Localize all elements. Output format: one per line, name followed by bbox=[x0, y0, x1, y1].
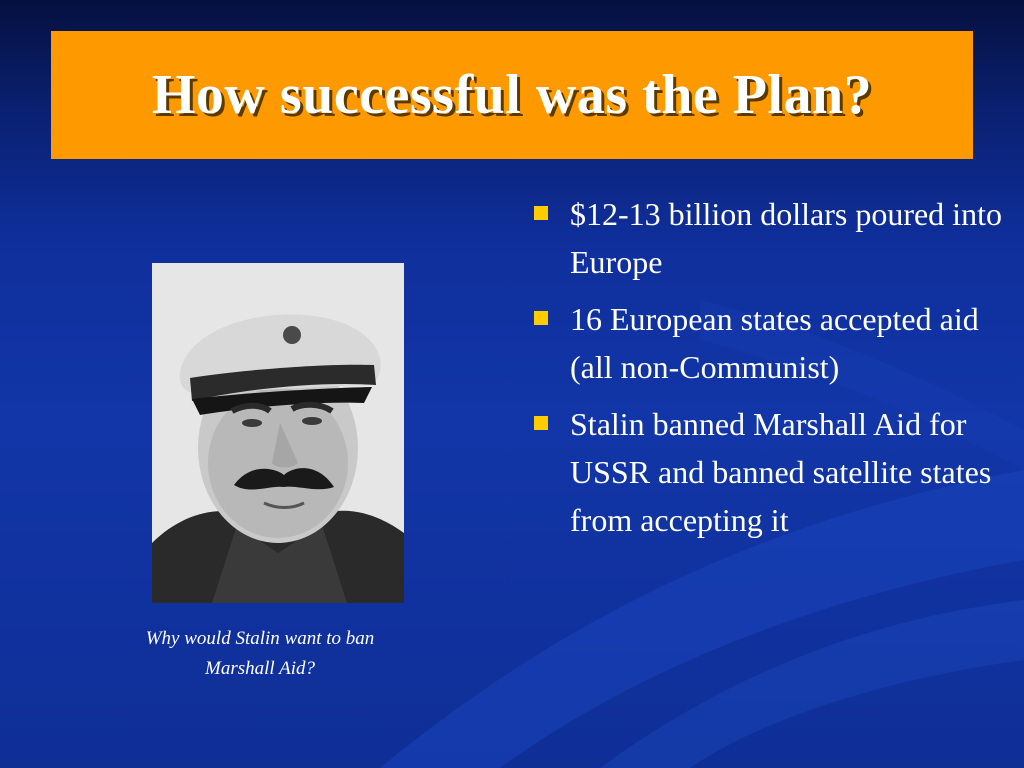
stalin-portrait-image bbox=[152, 263, 404, 603]
bullet-text: 16 European states accepted aid (all non-Communist) bbox=[570, 301, 979, 385]
slide-title: How successful was the Plan? bbox=[151, 64, 873, 126]
square-bullet-icon bbox=[534, 206, 548, 220]
image-caption: Why would Stalin want to ban Marshall Aid? bbox=[145, 628, 375, 679]
square-bullet-icon bbox=[534, 416, 548, 430]
bullet-text: Stalin banned Marshall Aid for USSR and banned satellite states from accepting it bbox=[570, 406, 992, 538]
bullet-list bbox=[534, 190, 1004, 553]
bullet-text: $12-13 billion dollars poured into Europe bbox=[570, 196, 1002, 280]
bullet-item bbox=[534, 400, 1004, 544]
bullet-item bbox=[534, 295, 1004, 391]
square-bullet-icon bbox=[534, 311, 548, 325]
bullet-item bbox=[534, 190, 1004, 286]
title-bar bbox=[51, 31, 973, 159]
